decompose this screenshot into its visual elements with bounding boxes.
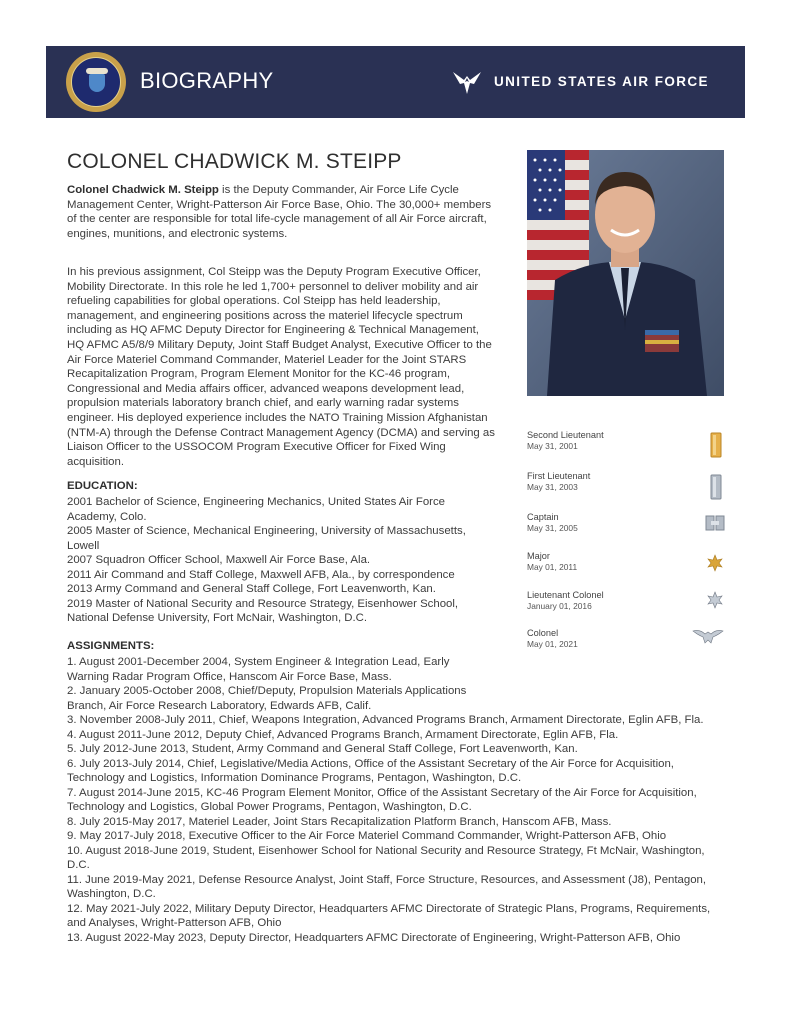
rank-name: Captain [527, 512, 559, 522]
colonel-insignia-icon [692, 628, 724, 646]
education-item: 2005 Master of Science, Mechanical Engineering, University of Massachusetts, Lowell [67, 525, 466, 552]
assignment-item: 13. August 2022-May 2023, Deputy Director, Headquarters AFMC Directorate of Engineering, Wright-Patterson AFB, Ohio [67, 931, 681, 944]
career-paragraph: In his previous assignment, Col Steipp was the Deputy Program Executive Officer, Mobility Directorate. In this role he led 1,700+ personnel to deliver mobility and air refueling capabilities for global operations. Col Steipp has held leadership, management, and engineering positions across the materiel lifecycle spectrum including as HQ AFMC Deputy Director for Engineering & Technical Management, HQ AFMC A5/8/9 Military Deputy, Joint Staff Budget Analyst, Executive Officer to the Air Force Materiel Command Commander, Materiel Leader for the Joint STARS Recapitalization Program, Program Element Monitor for the KC-46 program, Congressional and Media affairs officer, advanced weapons development lead, propulsion materials laboratory branch chief, and early warning radar systems engineer. His deployed experience includes the NATO Training Mission Afghanistan (NTM-A) through the Defense Contract Management Agency (DCMA) and serving as Liaison Officer to the USSOCOM Program Executive Officer for Fixed Wing acquisition. [67, 266, 495, 468]
assignments-list [67, 655, 727, 945]
assignments-heading: ASSIGNMENTS: [67, 640, 155, 652]
rank-name: First Lieutenant [527, 471, 591, 481]
assignment-item: 1. August 2001-December 2004, System Engineer & Integration Lead, Early Warning Radar Program Office, Hanscom Air Force Base, Mass. [67, 656, 450, 683]
promotion-entry [527, 590, 604, 612]
banner-brand: UNITED STATES AIR FORCE [494, 74, 709, 89]
captain-insignia-icon [705, 515, 725, 531]
intro-paragraph [67, 183, 497, 241]
banner-title: BIOGRAPHY [140, 68, 274, 93]
promotion-entry [527, 628, 578, 650]
assignment-item: 7. August 2014-June 2015, KC-46 Program Element Monitor, Office of the Assistant Secretary of the Air Force for Acquisition, Technology and Logistics, Global Power Programs, Pentagon, Washington, D.C. [67, 786, 697, 813]
rank-date: May 01, 2021 [527, 639, 578, 649]
lieutenant-colonel-insignia-icon [706, 591, 724, 609]
official-portrait [527, 150, 724, 396]
promotion-entry [527, 512, 578, 534]
rank-date: January 01, 2016 [527, 601, 592, 611]
header-banner [46, 46, 745, 118]
rank-date: May 31, 2001 [527, 441, 578, 451]
assignment-item: 8. July 2015-May 2017, Materiel Leader, Joint Stars Recapitalization Platform Branch, Hanscom AFB, Mass. [67, 815, 612, 828]
assignment-item: 10. August 2018-June 2019, Student, Eisenhower School for National Security and Resource Strategy, Ft McNair, Washington, D.C. [67, 844, 705, 871]
assignment-item: 11. June 2019-May 2021, Defense Resource Analyst, Joint Staff, Force Structure, Resources, and Assessment (J8), Pentagon, Washington, D.C. [67, 873, 707, 900]
assignment-item: 3. November 2008-July 2011, Chief, Weapons Integration, Advanced Programs Branch, Armament Directorate, Eglin AFB, Fla. [67, 714, 704, 726]
assignment-item: 5. July 2012-June 2013, Student, Army Command and General Staff College, Fort Leavenworth, Kan. [67, 743, 578, 755]
education-item: 2013 Army Command and General Staff College, Fort Leavenworth, Kan. [67, 583, 436, 595]
education-list [67, 495, 497, 626]
promotion-entry [527, 471, 590, 493]
assignment-item: 6. July 2013-July 2014, Chief, Legislative/Media Actions, Office of the Assistant Secretary of the Air Force for Acquisition, Technology and Logistics, Information Dominance Programs, Pentagon, Washington, D.C. [67, 757, 674, 784]
rank-name: Colonel [527, 628, 559, 638]
assignment-item: 4. August 2011-June 2012, Deputy Chief, Advanced Programs Branch, Armament Directorate, Eglin AFB, Fla. [67, 728, 619, 741]
rank-date: May 31, 2005 [527, 523, 578, 533]
intro-name: Colonel Chadwick M. Steipp [67, 184, 219, 196]
education-item: 2019 Master of National Security and Resource Strategy, Eisenhower School, National Defense University, Fort McNair, Washington, D.C. [67, 597, 459, 624]
education-heading: EDUCATION: [67, 480, 138, 492]
first-lieutenant-insignia-icon [710, 474, 722, 500]
air-force-symbol-icon [452, 66, 482, 96]
rank-name: Second Lieutenant [527, 430, 604, 440]
major-insignia-icon [706, 554, 724, 572]
assignment-item: 2. January 2005-October 2008, Chief/Deputy, Propulsion Materials Applications Branch, Air Force Research Laboratory, Edwards AFB, Calif. [67, 685, 467, 712]
rank-name: Lieutenant Colonel [527, 590, 604, 600]
promotion-entry [527, 551, 577, 573]
rank-name: Major [527, 551, 550, 561]
rank-date: May 31, 2003 [527, 482, 578, 492]
officer-name: COLONEL CHADWICK M. STEIPP [67, 150, 402, 173]
rank-date: May 01, 2011 [527, 562, 578, 572]
promotion-entry [527, 430, 604, 452]
department-seal-icon [66, 52, 126, 112]
assignment-item: 12. May 2021-July 2022, Military Deputy Director, Headquarters AFMC Directorate of Strategic Plans, Programs, Requirements, and Analyses, Wright-Patterson AFB, Ohio [67, 902, 711, 929]
intro-text: is the Deputy Commander, Air Force Life Cycle Management Center, Wright-Patterson Air Force Base, Ohio. The 30,000+ members of the center are responsible for total life-cycle management of all Air Force aircraft, engines, munitions, and electronic systems. [67, 184, 492, 240]
assignment-item: 9. May 2017-July 2018, Executive Officer to the Air Force Materiel Command Commander, Wright-Patterson AFB, Ohio [67, 830, 667, 842]
second-lieutenant-insignia-icon [710, 432, 722, 458]
education-item: 2001 Bachelor of Science, Engineering Mechanics, United States Air Force Academy, Colo. [67, 496, 445, 523]
education-item: 2007 Squadron Officer School, Maxwell Air Force Base, Ala. [67, 554, 371, 566]
education-item: 2011 Air Command and Staff College, Maxwell AFB, Ala., by correspondence [67, 568, 455, 581]
